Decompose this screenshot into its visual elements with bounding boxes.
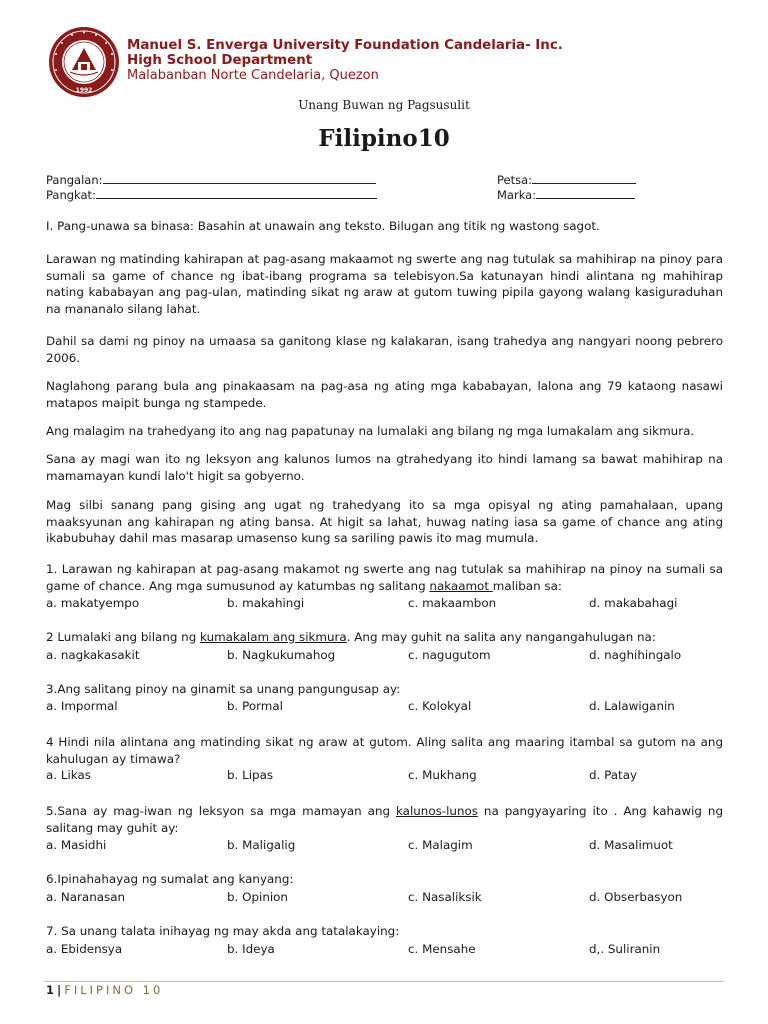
school-name: Manuel S. Enverga University Foundation Candelaria- Inc. (127, 38, 563, 53)
paragraph: Mag silbi sanang pang gising ang ugat ng trahedyang ito sa mga opisyal ng ating pamahalaan, upang maaksyunan ang kahirapan ng ating bansa. At higit sa lahat, huwag nating iasa sa game of chance ang ating ikabubuhay dahil mas masarap umasenso kung sa sariling pawis ito mag mumula. (46, 498, 723, 545)
school-address: Malabanban Norte Candelaria, Quezon (127, 68, 379, 83)
choice-c[interactable]: c. Malagim (408, 838, 473, 852)
choice-d[interactable]: d. Obserbasyon (589, 890, 683, 904)
choice-d[interactable]: d. Lalawiganin (589, 699, 675, 713)
name-label: Pangalan: (46, 173, 103, 187)
instructions: I. Pang-unawa sa binasa: Basahin at unawain ang teksto. Bilugan ang titik ng wastong sagot. (46, 219, 600, 233)
choice-c[interactable]: c. Mukhang (408, 768, 477, 782)
choice-d[interactable]: d,. Suliranin (589, 942, 661, 956)
underlined-word: kumakalam ang sikmura (200, 630, 347, 644)
choice-d[interactable]: d. naghihingalo (589, 648, 682, 662)
choice-b[interactable]: b. Lipas (227, 768, 274, 782)
footer-subject: FILIPINO 10 (64, 983, 164, 997)
choice-a[interactable]: a. Naranasan (46, 890, 126, 904)
name-line[interactable] (103, 172, 376, 184)
school-header (127, 38, 563, 84)
choice-d[interactable]: d. Patay (589, 768, 638, 782)
choice-b[interactable]: b. Maligalig (227, 838, 296, 852)
question-1: 1. Larawan ng kahirapan at pag-asang makamot ng swerte ang nag tutulak sa mahihirap na pinoy na sumali sa game of chance. Ang mga sumusunod ay katumbas ng salitang nakaamot maliban sa: (46, 562, 723, 593)
choice-c[interactable]: c. nagugutom (408, 648, 491, 662)
date-label: Petsa: (497, 173, 533, 187)
choice-a[interactable]: a. Likas (46, 768, 91, 782)
question-2: 2 Lumalaki ang bilang ng kumakalam ang sikmura. Ang may guhit na salita any nangangahulugan na: (46, 630, 656, 644)
question-3: 3.Ang salitang pinoy na ginamit sa unang pangungusap ay: (46, 682, 401, 696)
choice-b[interactable]: b. Nagkukumahog (227, 648, 336, 662)
section-label: Pangkat: (46, 188, 96, 202)
page-number: 1 (46, 983, 55, 997)
choice-a[interactable]: a. Masidhi (46, 838, 107, 852)
choice-a[interactable]: a. Impormal (46, 699, 118, 713)
page-footer (46, 983, 163, 997)
choice-b[interactable]: b. Pormal (227, 699, 283, 713)
date-field[interactable] (497, 172, 636, 187)
choice-c[interactable]: c. Kolokyal (408, 699, 472, 713)
choice-b[interactable]: b. Opinion (227, 890, 288, 904)
section-field[interactable] (46, 187, 377, 202)
paragraph: Ang malagim na trahedyang ito ang nag papatunay na lumalaki ang bilang ng mga lumakalam ang sikmura. (46, 424, 695, 438)
choice-c[interactable]: c. makaambon (408, 596, 497, 610)
question-7: 7. Sa unang talata inihayag ng may akda ang tatalakaying: (46, 924, 400, 938)
question-4: 4 Hindi nila alintana ang matinding sikat ng araw at gutom. Aling salita ang maaring itambal sa gutom na ang kahulugan ay timawa? (46, 735, 723, 766)
name-field[interactable] (46, 172, 376, 187)
date-line[interactable] (532, 172, 636, 184)
score-field[interactable] (497, 187, 635, 202)
footer-divider (44, 981, 724, 982)
question-5: 5.Sana ay mag-iwan ng leksyon sa mga mamayan ang kalunos-lunos na pangyayaring ito . Ang kahawig ng salitang may guhit ay: (46, 804, 723, 835)
choice-a[interactable]: a. Ebidensya (46, 942, 123, 956)
score-label: Marka: (497, 188, 537, 202)
svg-text:1992: 1992 (75, 87, 93, 94)
school-seal-logo (48, 26, 120, 98)
paragraph: Dahil sa dami ng pinoy na umaasa sa ganitong klase ng kalakaran, isang trahedya ang nangyari noong pebrero 2006. (46, 334, 723, 365)
paragraph: Larawan ng matinding kahirapan at pag-asang makaamot ng swerte ang nag tutulak sa mahihirap na pinoy para sumali sa game of chance ng ibat-ibang programa sa telebisyon.Sa katunayan hindi alintana ng mahihirap nating kababayan ang pag-ulan, matinding sikat ng araw at gutom tuwing pipila gayong walang kasiguraduhan na mananalo silang lahat. (46, 252, 723, 316)
choice-c[interactable]: c. Mensahe (408, 942, 476, 956)
choice-a[interactable]: a. nagkakasakit (46, 648, 140, 662)
section-line[interactable] (96, 187, 377, 199)
choice-d[interactable]: d. makabahagi (589, 596, 678, 610)
choice-b[interactable]: b. Ideya (227, 942, 275, 956)
choice-c[interactable]: c. Nasaliksik (408, 890, 482, 904)
footer-separator: | (57, 983, 62, 997)
score-line[interactable] (536, 187, 635, 199)
choice-b[interactable]: b. makahingi (227, 596, 305, 610)
subject-title: Filipino10 (318, 125, 450, 152)
exam-type: Unang Buwan ng Pagsusulit (298, 98, 470, 112)
underlined-word: kalunos-lunos (396, 804, 478, 818)
underlined-word: nakaamot (429, 578, 493, 593)
question-6: 6.Ipinahahayag ng sumalat ang kanyang: (46, 872, 294, 886)
choice-a[interactable]: a. makatyempo (46, 596, 140, 610)
choice-d[interactable]: d. Masalimuot (589, 838, 673, 852)
paragraph: Naglahong parang bula ang pinakaasam na pag-asa ng ating mga kababayan, lalona ang 79 kataong nasawi matapos maipit bunga ng stampede. (46, 379, 723, 410)
paragraph: Sana ay magi wan ito ng leksyon ang kalunos lumos na gtrahedyang ito hindi lamang sa bawat mahihirap na mamamayan kundi lalo't higit sa gobyerno. (46, 452, 723, 483)
department-name: High School Department (127, 53, 313, 68)
